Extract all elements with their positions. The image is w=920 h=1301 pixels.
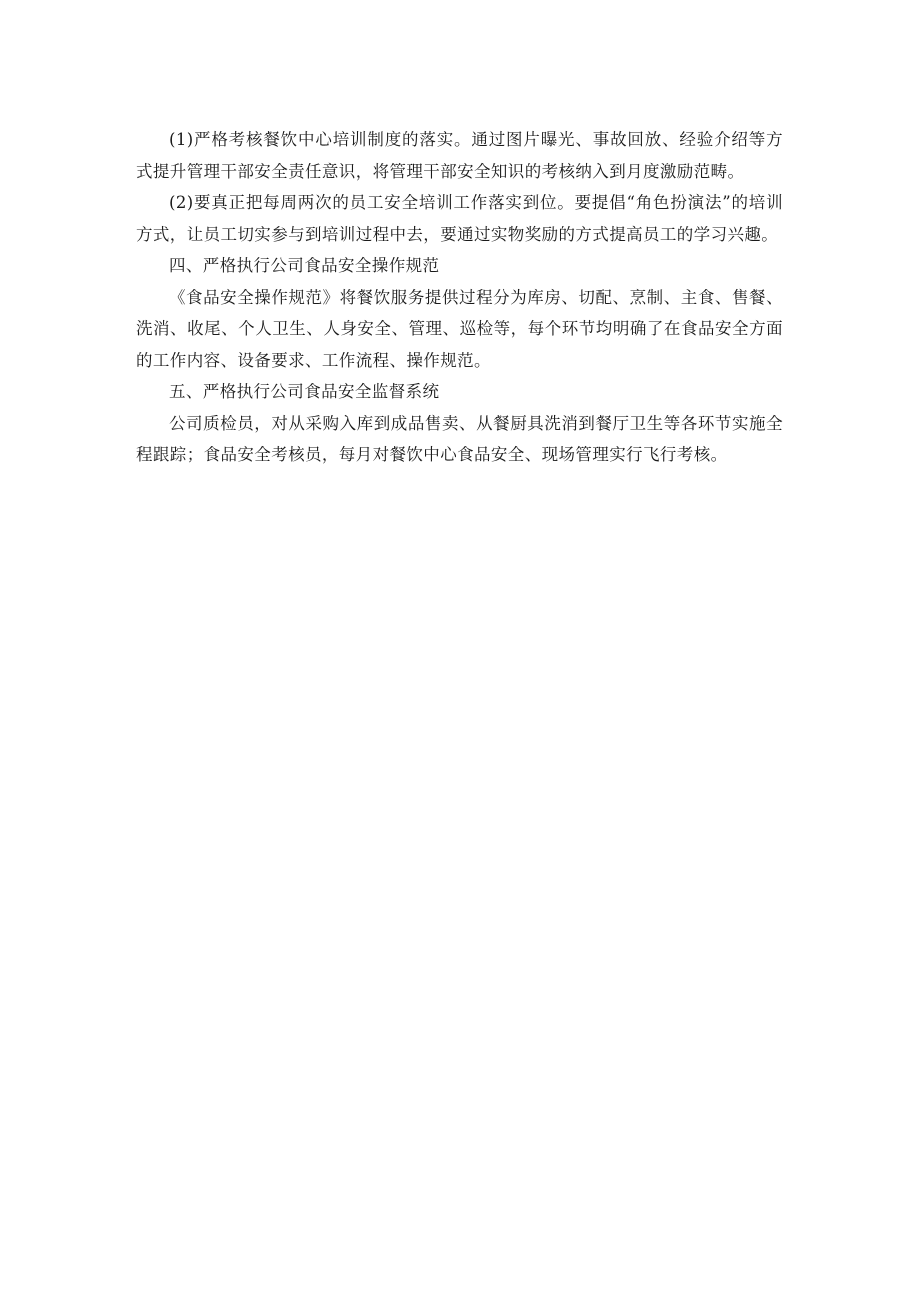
paragraph-supervision-system: 公司质检员，对从采购入库到成品售卖、从餐厨具洗消到餐厅卫生等各环节实施全程跟踪；食品安全考核员，每月对餐饮中心食品安全、现场管理实行飞行考核。	[136, 413, 783, 464]
paragraph-operation-standards: 《食品安全操作规范》将餐饮服务提供过程分为库房、切配、烹制、主食、售餐、洗消、收尾、个人卫生、人身安全、管理、巡检等，每个环节均明确了在食品安全方面的工作内容、设备要求、工作流程、操作规范。	[136, 287, 783, 370]
document-body	[136, 124, 783, 471]
section-heading-operation-standards: 四、严格执行公司食品安全操作规范	[169, 256, 440, 275]
paragraph-training-assessment: (1)严格考核餐饮中心培训制度的落实。通过图片曝光、事故回放、经验介绍等方式提升管理干部安全责任意识，将管理干部安全知识的考核纳入到月度激励范畴。	[136, 130, 783, 181]
section-heading-supervision-system: 五、严格执行公司食品安全监督系统	[169, 382, 440, 401]
paragraph-staff-training: (2)要真正把每周两次的员工安全培训工作落实到位。要提倡“角色扮演法”的培训方式，让员工切实参与到培训过程中去，要通过实物奖励的方式提高员工的学习兴趣。	[136, 193, 783, 244]
